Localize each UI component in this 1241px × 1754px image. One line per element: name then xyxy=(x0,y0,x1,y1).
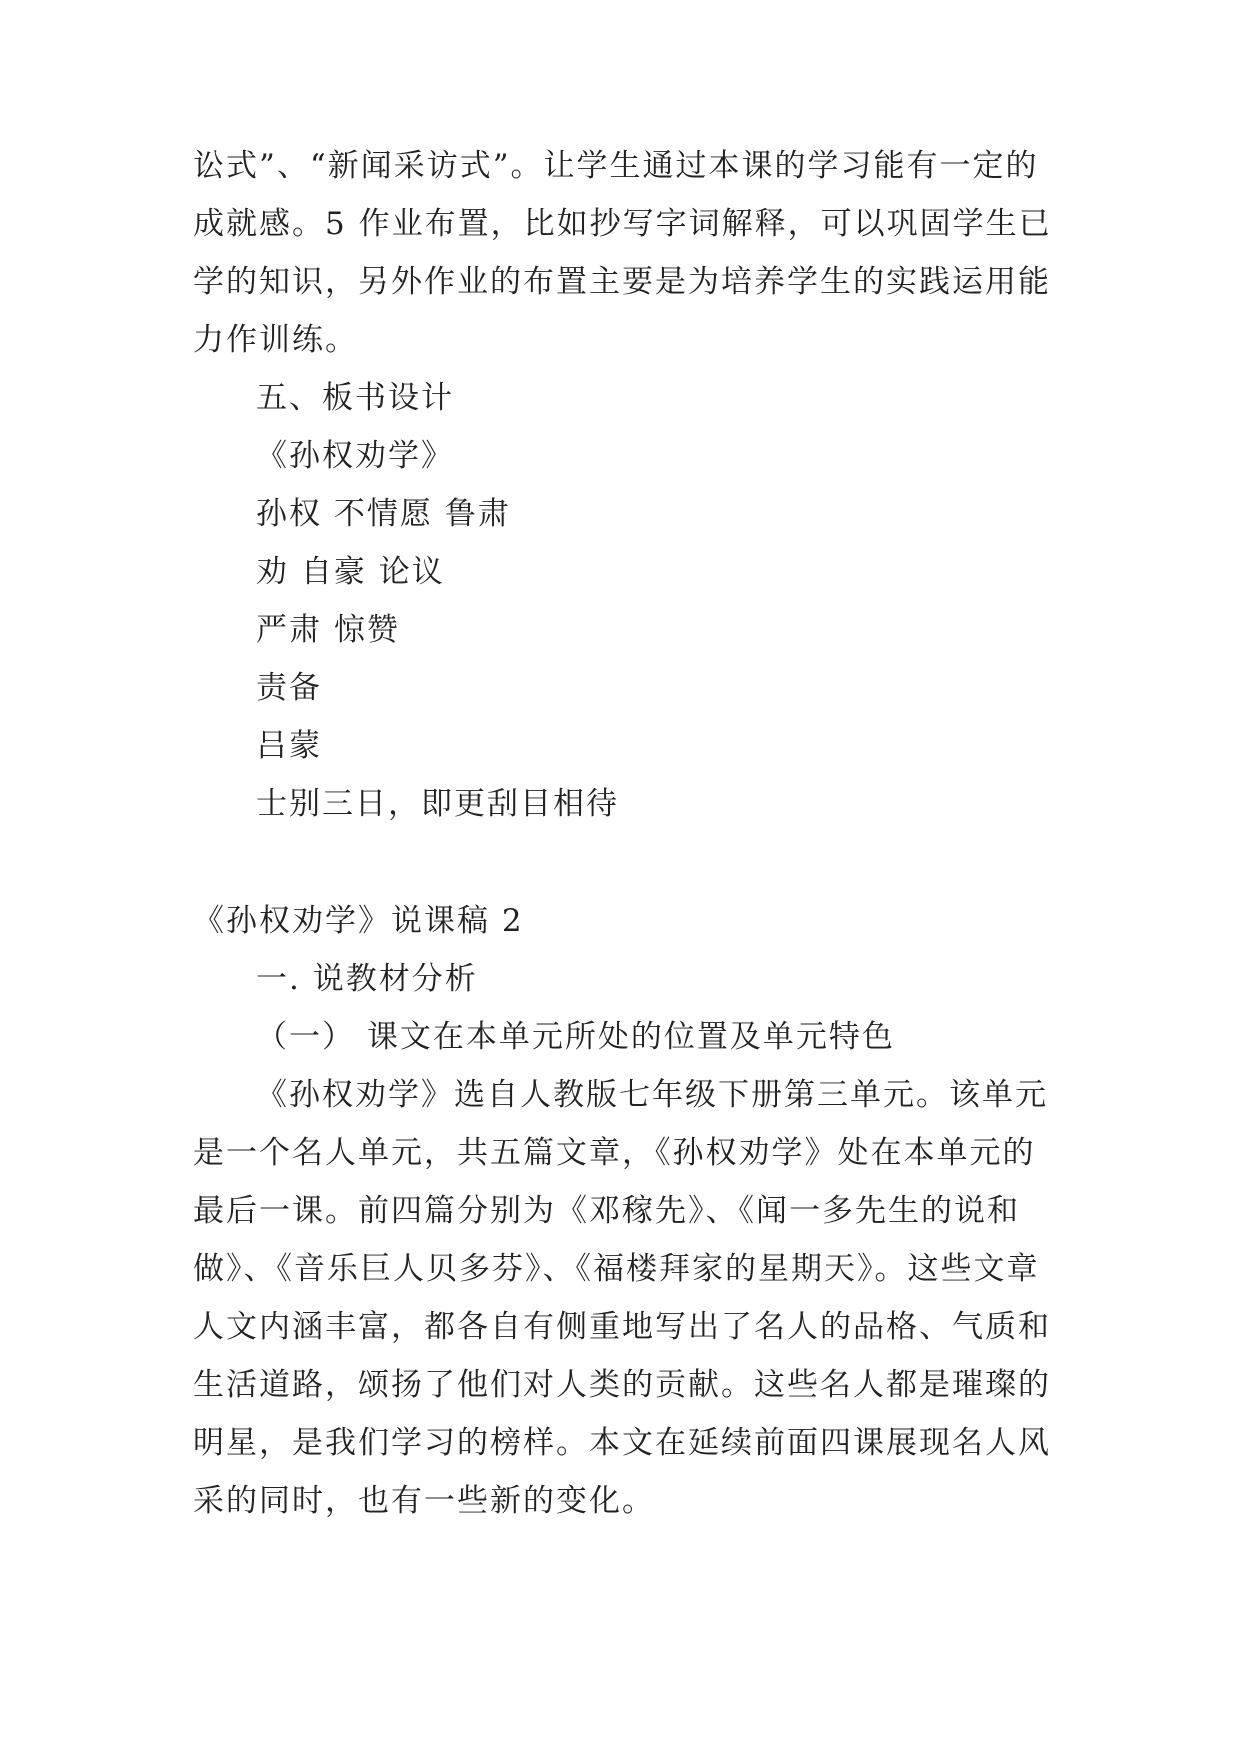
section-heading-textbook-analysis: 一. 说教材分析 xyxy=(256,961,478,997)
body-text-line: 人文内涵丰富，都各自有侧重地写出了名人的品格、气质和 xyxy=(193,1309,1051,1345)
body-text-line: 《孙权劝学》选自人教版七年级下册第三单元。该单元 xyxy=(256,1077,1048,1113)
body-text-line: 成就感。5 作业布置，比如抄写字词解释，可以巩固学生已 xyxy=(193,206,1052,242)
board-line: 孙权 不情愿 鲁肃 xyxy=(256,496,511,532)
subsection-heading: （一） 课文在本单元所处的位置及单元特色 xyxy=(256,1019,895,1055)
board-line: 吕蒙 xyxy=(256,728,322,764)
body-text-line: 力作训练。 xyxy=(193,322,358,358)
body-text-line: 做》、《音乐巨人贝多芬》、《福楼拜家的星期天》。这些文章 xyxy=(193,1251,1040,1287)
body-text-line: 学的知识，另外作业的布置主要是为培养学生的实践运用能 xyxy=(193,264,1051,300)
body-text-line: 讼式”、“新闻采访式”。让学生通过本课的学习能有一定的 xyxy=(193,148,1039,184)
document-title: 《孙权劝学》说课稿 2 xyxy=(193,903,524,939)
board-line: 责备 xyxy=(256,670,322,706)
document-page xyxy=(193,0,1055,1754)
board-line: 劝 自豪 论议 xyxy=(256,554,445,590)
board-line: 士别三日，即更刮目相待 xyxy=(256,786,619,822)
body-text-line: 最后一课。前四篇分别为《邓稼先》、《闻一多先生的说和 xyxy=(193,1193,1020,1229)
body-text-line: 生活道路，颂扬了他们对人类的贡献。这些名人都是璀璨的 xyxy=(193,1367,1051,1403)
section-heading-board-design: 五、板书设计 xyxy=(256,380,454,416)
body-text-line: 明星，是我们学习的榜样。本文在延续前面四课展现名人风 xyxy=(193,1425,1051,1461)
body-text-line: 采的同时，也有一些新的变化。 xyxy=(193,1483,655,1519)
board-title: 《孙权劝学》 xyxy=(256,438,454,474)
board-line: 严肃 惊赞 xyxy=(256,612,400,648)
body-text-line: 是一个名人单元，共五篇文章，《孙权劝学》处在本单元的 xyxy=(193,1135,1036,1171)
